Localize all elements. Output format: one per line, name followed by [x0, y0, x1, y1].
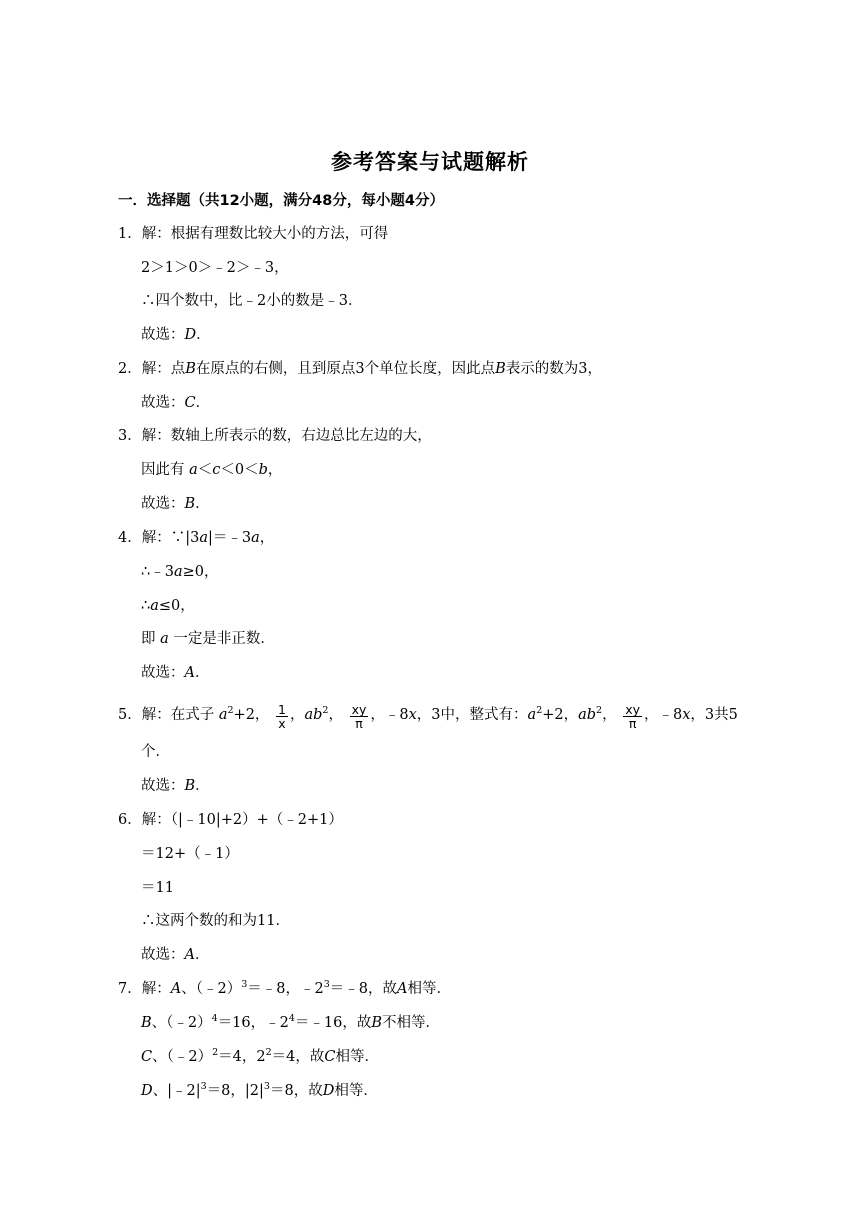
q4-line1: 4．解：∵|3a|＝﹣3a， — [118, 530, 275, 546]
q5-answer: 故选：B． — [141, 778, 210, 794]
q2-line1: 2．解：点B在原点的右侧，且到原点3个单位长度，因此点B表示的数为3， — [118, 361, 603, 377]
q1-line1: 1．解：根据有理数比较大小的方法，可得 — [118, 226, 389, 242]
q7-line-c: C、（﹣2）$^2$＝4，$2^2=4$，故C相等． — [141, 1047, 379, 1065]
q1-answer: 故选：D． — [141, 327, 211, 343]
q7-line-d: D、$|﹣2|^3=8$，$|2|^3=8$，故D相等． — [141, 1081, 378, 1099]
q4-line4: 即 a 一定是非正数． — [141, 631, 275, 647]
q1-line2: 2＞1＞0＞﹣2＞﹣3， — [141, 260, 289, 276]
page-title: 参考答案与试题解析 — [331, 150, 529, 174]
q6-line4: ∴这两个数的和为11． — [141, 913, 290, 929]
q6-line2: ＝12+（﹣1） — [141, 846, 239, 862]
q5-line2: 个． — [141, 744, 170, 760]
q3-answer: 故选：B． — [141, 496, 210, 512]
q1-line3: ∴四个数中，比﹣2小的数是﹣3． — [141, 293, 363, 309]
fraction-1-over-x: $\frac{1}{x}$ — [278, 702, 286, 731]
q5-line1: 5．解：在式子 $a^2+2$， $\frac{1}{x}$ ，$ab^2$， $\frac{xy}{\pi}$ ，﹣8x，3中，整式有：$a^2+2$，$ab^2$， $\frac{xy}{\pi}$ ，﹣8x，3共5 — [118, 702, 738, 731]
q7-line-b: B、（﹣2）$^4$＝16，$﹣2^4=﹣16$，故B不相等． — [141, 1013, 441, 1031]
q7-line-a: 7．解：A、（﹣2）$^3$＝﹣8，$﹣2^3=﹣8$，故A相等． — [118, 979, 451, 997]
q4-line3: ∴a≤0， — [141, 598, 195, 614]
q3-line2: 因此有 a＜c＜0＜b， — [141, 462, 283, 478]
q4-line2: ∴﹣3a≥0， — [141, 564, 219, 580]
q6-line1: 6．解：（|﹣10|+2）+（﹣2+1） — [118, 812, 343, 828]
q2-answer: 故选：C． — [141, 395, 211, 411]
q4-answer: 故选：A． — [141, 665, 210, 681]
fraction-xy-over-pi-2: $\frac{xy}{\pi}$ — [625, 702, 640, 731]
q6-answer: 故选：A． — [141, 947, 210, 963]
section-heading: 一．选择题（共12小题，满分48分，每小题4分） — [118, 193, 444, 209]
fraction-xy-over-pi: $\frac{xy}{\pi}$ — [351, 702, 367, 731]
q3-line1: 3．解：数轴上所表示的数，右边总比左边的大， — [118, 428, 432, 444]
q6-line3: ＝11 — [141, 880, 174, 896]
